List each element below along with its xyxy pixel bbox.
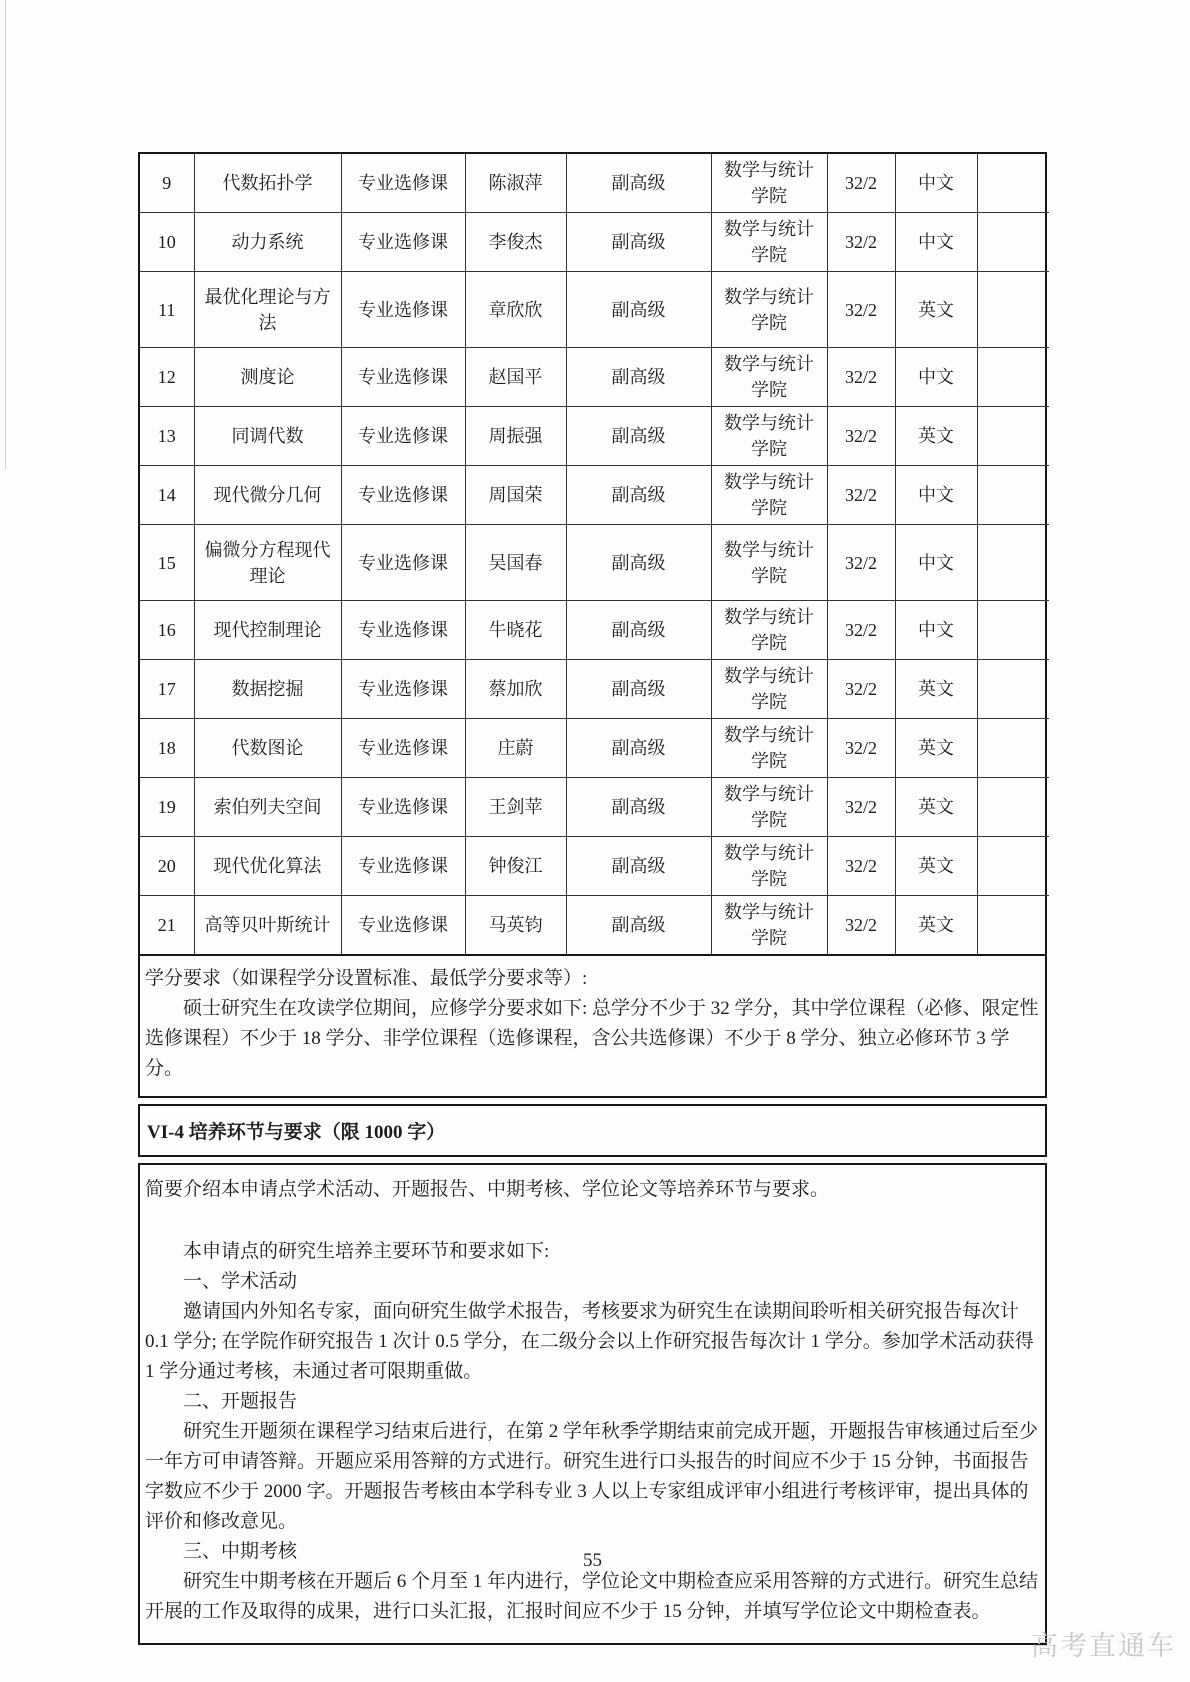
table-row [140, 407, 1049, 466]
table-cell: 英文 [895, 837, 977, 896]
table-cell: 英文 [895, 407, 977, 466]
table-row [140, 719, 1049, 778]
table-cell [977, 154, 1049, 213]
table-cell [977, 896, 1049, 955]
table-cell: 陈淑萍 [465, 154, 566, 213]
table-cell: 马英钧 [465, 896, 566, 955]
table-cell [977, 837, 1049, 896]
table-cell: 32/2 [827, 896, 895, 955]
table-cell: 赵国平 [465, 348, 566, 407]
item-heading-proposal-report: 二、开题报告 [183, 1391, 298, 1412]
table-cell [977, 719, 1049, 778]
table-cell: 20 [140, 837, 194, 896]
table-cell: 数学与统计学院 [711, 660, 827, 719]
table-cell: 周振强 [465, 407, 566, 466]
table-cell: 副高级 [566, 660, 711, 719]
table-cell: 专业选修课 [341, 601, 465, 660]
item-heading-academic-activity: 一、学术活动 [183, 1271, 298, 1292]
table-cell: 现代微分几何 [194, 466, 341, 525]
scan-artifact-line [5, 0, 6, 470]
course-table-body [140, 154, 1049, 954]
table-cell: 专业选修课 [341, 837, 465, 896]
table-cell: 现代控制理论 [194, 601, 341, 660]
table-cell [977, 466, 1049, 525]
table-cell: 专业选修课 [341, 407, 465, 466]
table-cell: 索伯列夫空间 [194, 778, 341, 837]
table-cell: 32/2 [827, 466, 895, 525]
table-cell: 10 [140, 213, 194, 272]
table-cell: 32/2 [827, 348, 895, 407]
table-cell [977, 601, 1049, 660]
table-cell: 32/2 [827, 837, 895, 896]
table-cell: 专业选修课 [341, 213, 465, 272]
table-cell: 18 [140, 719, 194, 778]
table-cell: 数学与统计学院 [711, 837, 827, 896]
table-cell: 数学与统计学院 [711, 272, 827, 348]
table-row [140, 601, 1049, 660]
table-cell: 21 [140, 896, 194, 955]
table-cell: 专业选修课 [341, 525, 465, 601]
section-vi4-content [138, 1163, 1047, 1645]
section-vi4-header-box [138, 1104, 1047, 1157]
credit-requirements-heading: 学分要求（如课程学分设置标准、最低学分要求等）: [145, 968, 588, 989]
table-cell: 数学与统计学院 [711, 719, 827, 778]
document-content [138, 152, 1047, 1645]
table-cell: 32/2 [827, 601, 895, 660]
table-cell: 专业选修课 [341, 272, 465, 348]
course-table-section [138, 152, 1047, 1098]
table-cell: 副高级 [566, 272, 711, 348]
table-row [140, 778, 1049, 837]
table-cell: 数学与统计学院 [711, 348, 827, 407]
table-cell [977, 348, 1049, 407]
credit-requirements [140, 954, 1045, 1096]
table-cell: 32/2 [827, 778, 895, 837]
table-cell: 最优化理论与方法 [194, 272, 341, 348]
table-cell: 中文 [895, 154, 977, 213]
table-cell: 英文 [895, 896, 977, 955]
table-cell: 蔡加欣 [465, 660, 566, 719]
table-cell: 中文 [895, 466, 977, 525]
table-cell: 19 [140, 778, 194, 837]
table-cell: 周国荣 [465, 466, 566, 525]
table-row [140, 837, 1049, 896]
table-cell [977, 525, 1049, 601]
table-cell: 副高级 [566, 348, 711, 407]
section-vi4-intro: 简要介绍本申请点学术活动、开题报告、中期考核、学位论文等培养环节与要求。 [145, 1179, 830, 1200]
table-cell: 庄蔚 [465, 719, 566, 778]
table-cell [977, 407, 1049, 466]
table-cell: 英文 [895, 660, 977, 719]
item-heading-midterm-assessment: 三、中期考核 [183, 1541, 298, 1562]
table-row [140, 525, 1049, 601]
item-body-proposal-report: 研究生开题须在课程学习结束后进行，在第 2 学年秋季学期结束前完成开题，开题报告审核通过后至少一年方可申请答辩。开题应采用答辩的方式进行。研究生进行口头报告的时间应不少于 15 分钟，书面报告字数应不少于 2000 字。开题报告考核由本学科专业 3 人以上专家组成评审小组进行考核评审，提出具体的评价和修改意见。 [145, 1421, 1039, 1532]
table-cell: 中文 [895, 525, 977, 601]
table-cell: 专业选修课 [341, 154, 465, 213]
table-cell: 同调代数 [194, 407, 341, 466]
table-cell: 英文 [895, 272, 977, 348]
table-cell: 数学与统计学院 [711, 778, 827, 837]
table-cell: 代数图论 [194, 719, 341, 778]
table-cell: 李俊杰 [465, 213, 566, 272]
table-cell: 副高级 [566, 601, 711, 660]
table-cell: 12 [140, 348, 194, 407]
table-cell: 17 [140, 660, 194, 719]
table-cell: 32/2 [827, 525, 895, 601]
table-cell: 数学与统计学院 [711, 213, 827, 272]
table-row [140, 660, 1049, 719]
table-cell: 14 [140, 466, 194, 525]
item-body-academic-activity: 邀请国内外知名专家，面向研究生做学术报告，考核要求为研究生在读期间聆听相关研究报告每次计 0.1 学分; 在学院作研究报告 1 次计 0.5 学分，在二级分会以上作研究报告每次计 1 学分。参加学术活动获得 1 学分通过考核，未通过者可限期重做。 [145, 1301, 1034, 1382]
table-cell: 专业选修课 [341, 466, 465, 525]
item-body-midterm-assessment: 研究生中期考核在开题后 6 个月至 1 年内进行，学位论文中期检查应采用答辩的方式进行。研究生总结开展的工作及取得的成果，进行口头汇报，汇报时间应不少于 15 分钟，并填写学位论文中期检查表。 [145, 1571, 1039, 1622]
table-cell: 32/2 [827, 272, 895, 348]
table-cell [977, 213, 1049, 272]
table-cell [977, 272, 1049, 348]
table-cell: 数据挖掘 [194, 660, 341, 719]
table-cell: 32/2 [827, 719, 895, 778]
table-cell: 高等贝叶斯统计 [194, 896, 341, 955]
page-number: 55 [583, 1550, 602, 1571]
table-cell: 专业选修课 [341, 719, 465, 778]
table-cell: 现代优化算法 [194, 837, 341, 896]
table-cell: 副高级 [566, 213, 711, 272]
table-cell: 数学与统计学院 [711, 407, 827, 466]
section-vi4-title: VI-4 培养环节与要求（限 1000 字） [147, 1122, 446, 1143]
table-cell: 偏微分方程现代理论 [194, 525, 341, 601]
table-cell: 副高级 [566, 719, 711, 778]
table-cell: 中文 [895, 348, 977, 407]
table-cell: 测度论 [194, 348, 341, 407]
table-cell: 11 [140, 272, 194, 348]
table-cell: 牛晓花 [465, 601, 566, 660]
table-cell: 数学与统计学院 [711, 525, 827, 601]
table-cell: 副高级 [566, 896, 711, 955]
table-cell: 王剑苹 [465, 778, 566, 837]
table-cell: 副高级 [566, 778, 711, 837]
table-cell: 章欣欣 [465, 272, 566, 348]
table-cell: 专业选修课 [341, 778, 465, 837]
table-cell: 副高级 [566, 837, 711, 896]
table-cell: 副高级 [566, 154, 711, 213]
table-cell: 英文 [895, 719, 977, 778]
table-cell: 数学与统计学院 [711, 601, 827, 660]
section-vi4-lead: 本申请点的研究生培养主要环节和要求如下: [183, 1241, 550, 1262]
table-cell: 15 [140, 525, 194, 601]
table-cell: 32/2 [827, 407, 895, 466]
table-cell: 专业选修课 [341, 896, 465, 955]
table-cell: 32/2 [827, 213, 895, 272]
table-cell [977, 660, 1049, 719]
table-row [140, 272, 1049, 348]
table-row [140, 348, 1049, 407]
table-row [140, 896, 1049, 955]
table-row [140, 213, 1049, 272]
table-cell: 32/2 [827, 154, 895, 213]
table-cell: 数学与统计学院 [711, 896, 827, 955]
table-row [140, 154, 1049, 213]
table-cell: 吴国春 [465, 525, 566, 601]
credit-requirements-body: 硕士研究生在攻读学位期间，应修学分要求如下: 总学分不少于 32 学分，其中学位课程（必修、限定性选修课程）不少于 18 学分、非学位课程（选修课程，含公共选修课）不少于 8 学分、独立必修环节 3 学分。 [145, 998, 1039, 1079]
table-cell: 动力系统 [194, 213, 341, 272]
table-cell: 中文 [895, 601, 977, 660]
course-table [140, 154, 1049, 954]
table-cell: 中文 [895, 213, 977, 272]
table-cell: 数学与统计学院 [711, 154, 827, 213]
watermark-text: 高考直通车 [1031, 1631, 1176, 1661]
table-cell: 英文 [895, 778, 977, 837]
table-cell: 13 [140, 407, 194, 466]
table-cell: 9 [140, 154, 194, 213]
table-row [140, 466, 1049, 525]
table-cell: 钟俊江 [465, 837, 566, 896]
table-cell: 专业选修课 [341, 660, 465, 719]
table-cell: 副高级 [566, 525, 711, 601]
table-cell: 专业选修课 [341, 348, 465, 407]
table-cell: 副高级 [566, 466, 711, 525]
table-cell [977, 778, 1049, 837]
table-cell: 代数拓扑学 [194, 154, 341, 213]
table-cell: 数学与统计学院 [711, 466, 827, 525]
table-cell: 副高级 [566, 407, 711, 466]
table-cell: 32/2 [827, 660, 895, 719]
table-cell: 16 [140, 601, 194, 660]
